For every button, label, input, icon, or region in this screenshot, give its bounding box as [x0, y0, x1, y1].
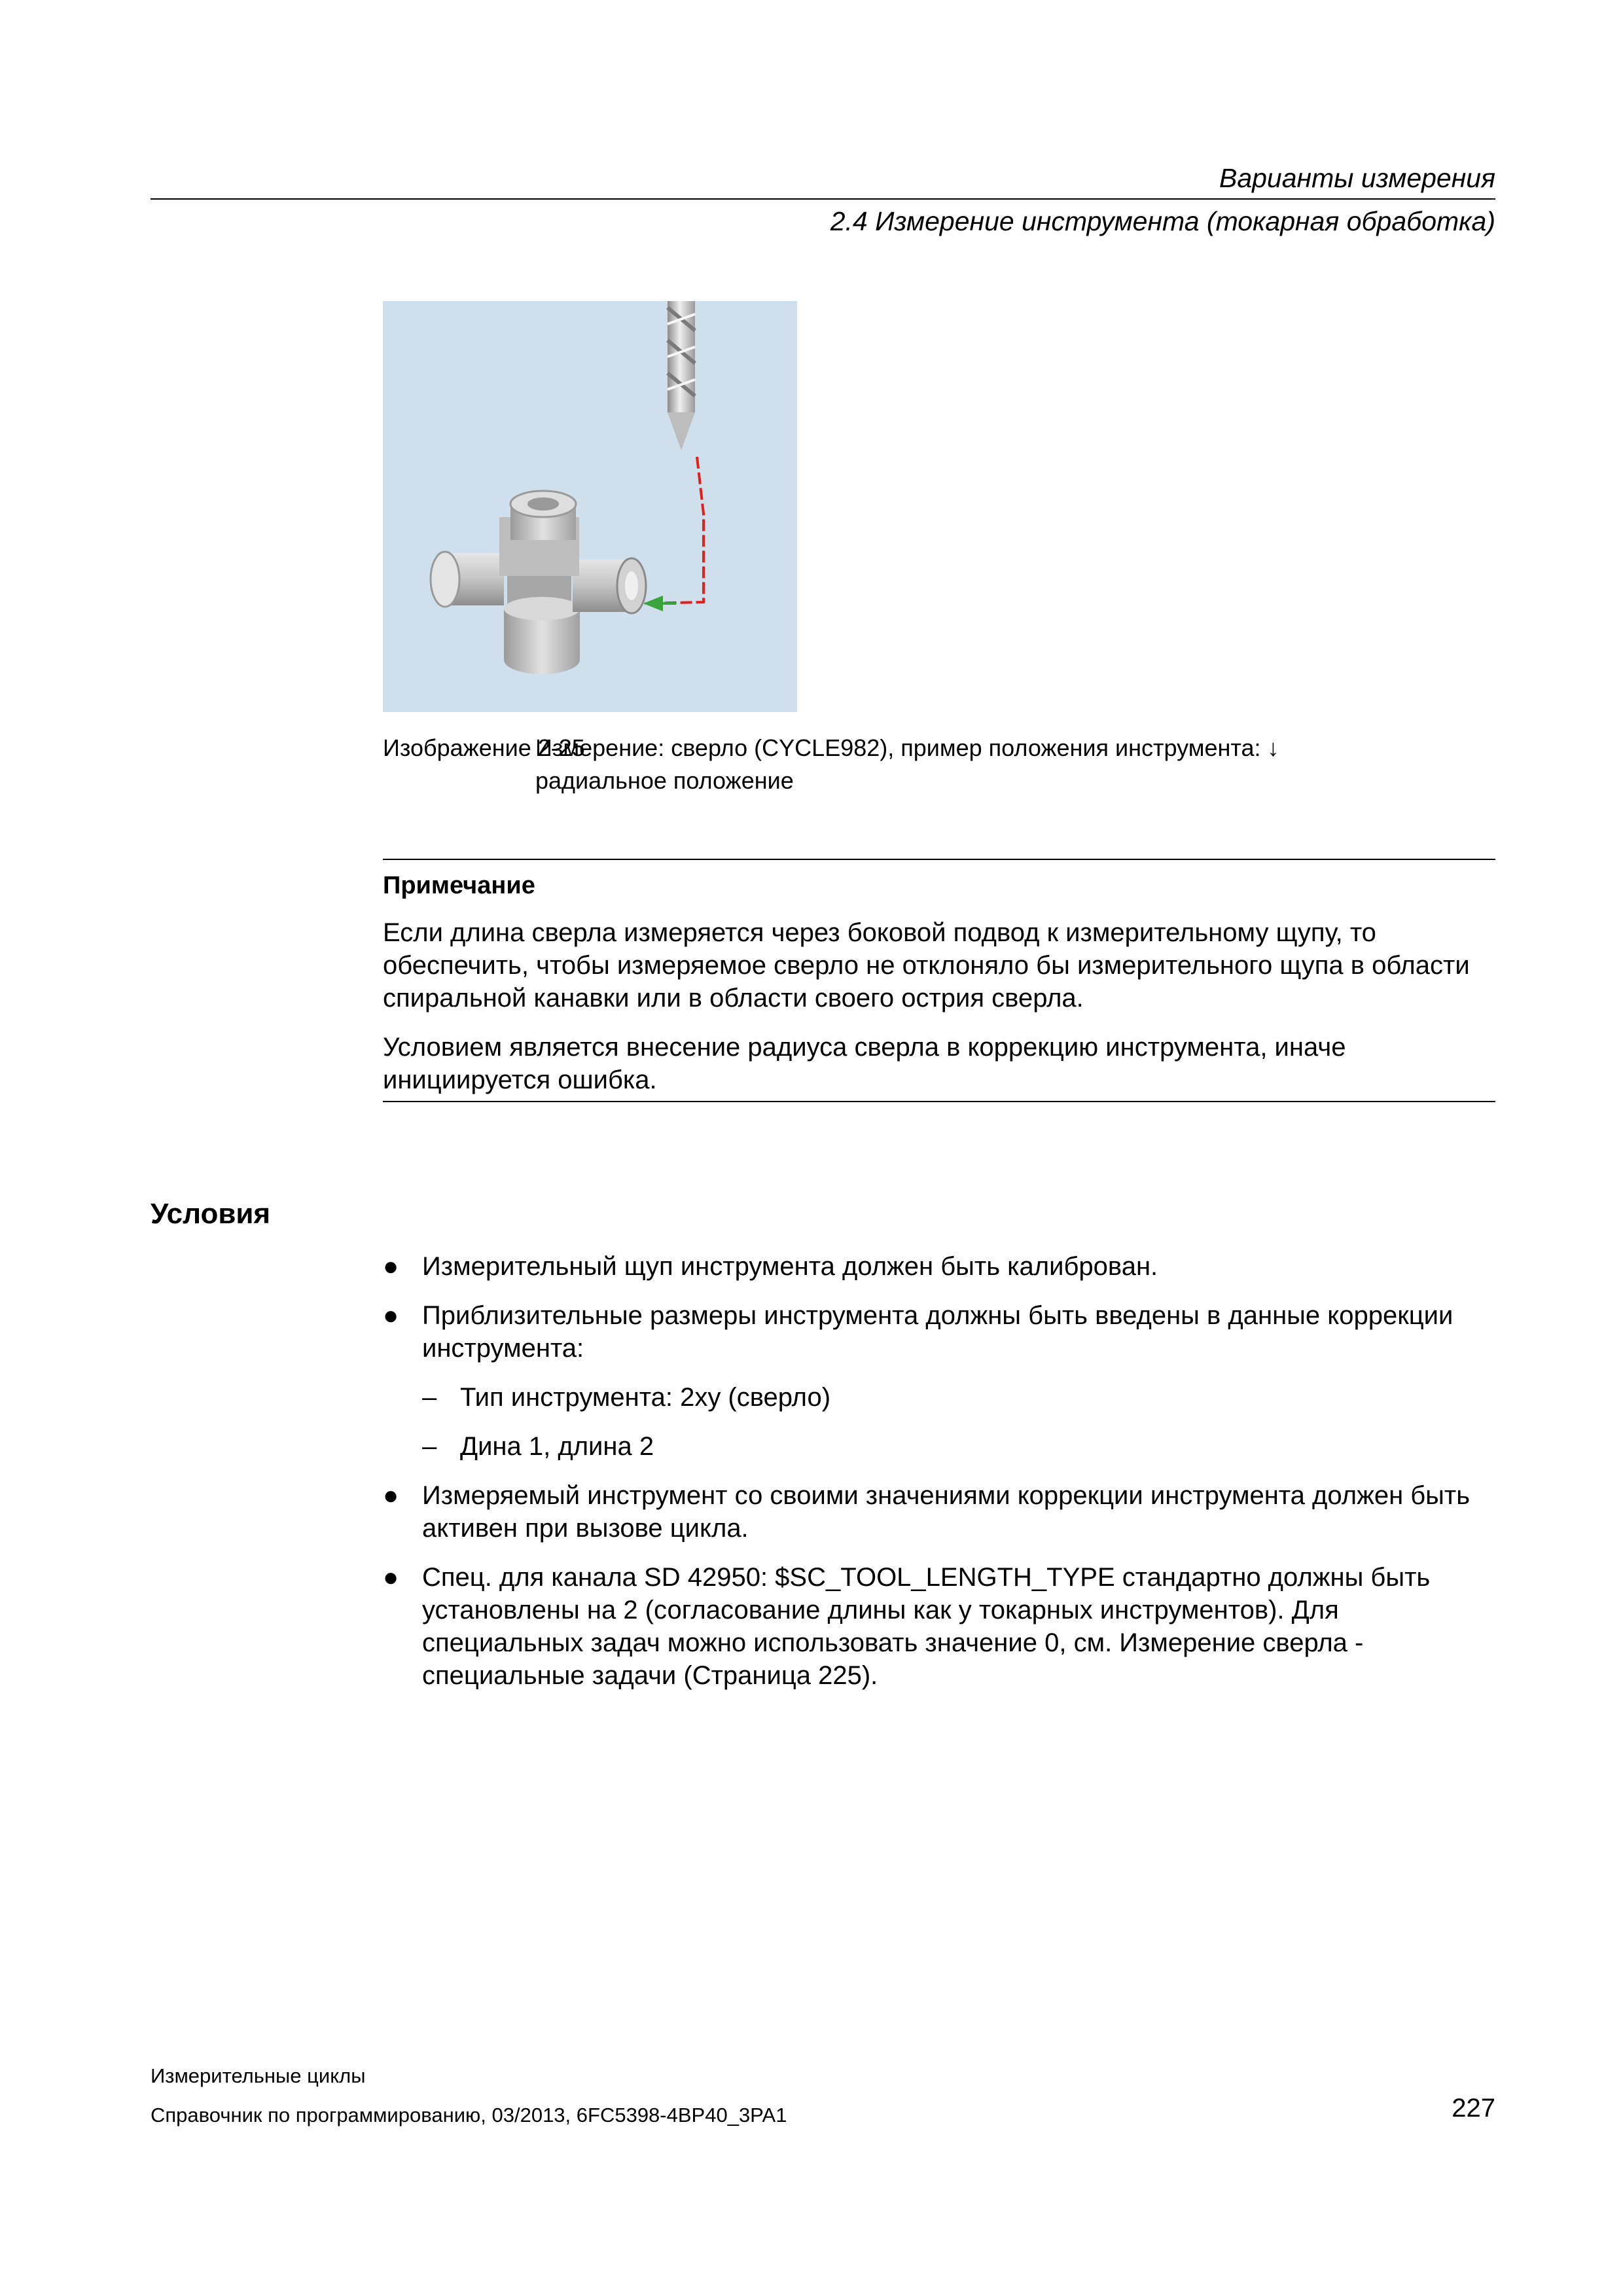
note-bottom-rule [383, 1101, 1495, 1102]
footer-reference: Справочник по программированию, 03/2013, 6FC5398-4BP40_3PA1 [151, 2104, 787, 2126]
list-item-text: Спец. для канала SD 42950: $SC_TOOL_LENGTH_TYPE стандартно должны быть установлены на 2 (согласование длины как у токарных инструментов). Для специальных задач можно использовать значение 0, см. Измерение сверла - специальные задачи (Страница 225). [422, 1563, 1431, 1690]
figure-background [383, 301, 797, 712]
footer-title: Измерительные циклы [151, 2064, 366, 2087]
sub-list-item-text: Дина 1, длина 2 [460, 1432, 654, 1461]
dash-icon: – [422, 1383, 437, 1412]
drill-measurement-figure [383, 301, 797, 712]
note-paragraph-1: Если длина сверла измеряется через боковой подвод к измерительному щупу, то обеспечить, чтобы измеряемое сверло не отклоняло бы измерительного щупа в области спиральной канавки или в области своего острия сверла. [383, 918, 1470, 1013]
sub-list-item-text: Тип инструмента: 2xy (сверло) [460, 1383, 831, 1412]
bullet-icon: ● [383, 1252, 399, 1281]
header-subtitle: 2.4 Измерение инструмента (токарная обработка) [830, 206, 1495, 236]
figure-caption-text-continued: радиальное положение [535, 767, 794, 794]
figure-caption-text: Измерение: сверло (CYCLE982), пример положения инструмента: ↓ [535, 734, 1279, 761]
figure-caption-label: Изображение 2-25 [383, 734, 585, 761]
dash-icon: – [422, 1432, 437, 1461]
note-top-rule [383, 859, 1495, 860]
page-number: 227 [1452, 2094, 1495, 2123]
list-item-text: Измеряемый инструмент со своими значениями коррекции инструмента должен быть активен при вызове цикла. [422, 1481, 1471, 1543]
header-title: Варианты измерения [1219, 163, 1495, 193]
note-paragraph-2: Условием является внесение радиуса сверла в коррекцию инструмента, иначе инициируется ошибка. [383, 1033, 1346, 1094]
header-rule [151, 198, 1495, 200]
bullet-icon: ● [383, 1301, 399, 1330]
list-item-text: Измерительный щуп инструмента должен быть калиброван. [422, 1252, 1158, 1281]
bullet-icon: ● [383, 1481, 399, 1510]
note-heading: Примечание [383, 872, 535, 899]
bullet-icon: ● [383, 1563, 399, 1592]
list-item-text: Приблизительные размеры инструмента должны быть введены в данные коррекции инструмента: [422, 1301, 1454, 1363]
section-heading: Условия [151, 1198, 271, 1230]
